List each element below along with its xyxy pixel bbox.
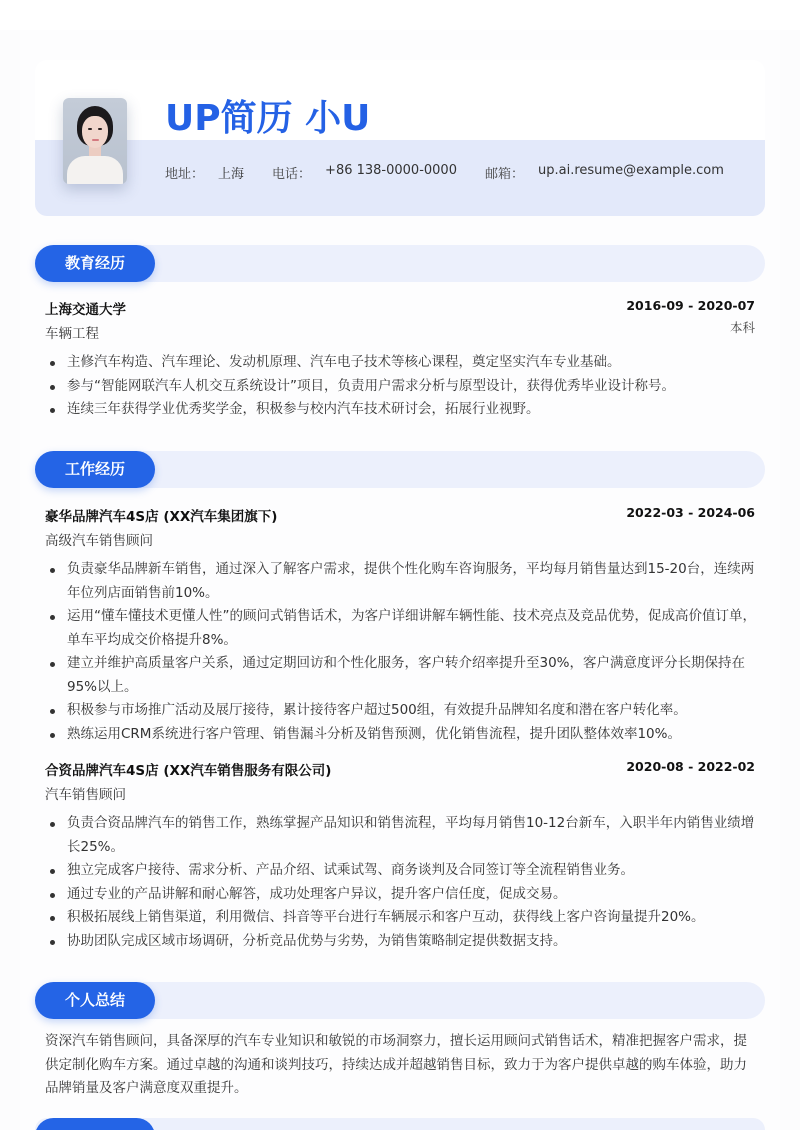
list-item: 积极参与市场推广活动及展厅接待，累计接待客户超过500组，有效提升品牌知名度和潜在客户转化率。 <box>45 699 757 723</box>
degree: 本科 <box>729 320 755 335</box>
photo-face <box>82 116 108 148</box>
section-header-education <box>35 245 765 282</box>
education-bullets <box>45 351 757 422</box>
list-item: 独立完成客户接待、需求分析、产品介绍、试乘试驾、商务谈判及合同签订等全流程销售业务。 <box>45 859 757 883</box>
list-item: 负责豪华品牌新车销售，通过深入了解客户需求，提供个性化购车咨询服务，平均每月销售量达到15-20台，连续两年位列店面销售前10%。 <box>45 558 757 605</box>
page-top-margin <box>0 0 800 30</box>
section-header-next-clipped <box>35 1118 765 1130</box>
list-item: 主修汽车构造、汽车理论、发动机原理、汽车电子技术等核心课程，奠定坚实汽车专业基础。 <box>45 351 757 375</box>
major: 车辆工程 <box>45 326 99 342</box>
contact-label: 地址： <box>165 167 205 182</box>
list-item: 建立并维护高质量客户关系，通过定期回访和个性化服务，客户转介绍率提升至30%，客户满意度评分长期保持在95%以上。 <box>45 652 757 699</box>
list-item: 运用“懂车懂技术更懂人性”的顾问式销售话术，为客户详细讲解车辆性能、技术亮点及竞品优势，促成高价值订单，单车平均成交价格提升8%。 <box>45 605 757 652</box>
photo-mouth <box>92 139 99 141</box>
list-item: 参与“智能网联汽车人机交互系统设计”项目，负责用户需求分析与原型设计，获得优秀毕业设计称号。 <box>45 375 757 399</box>
entry-date: 2022-03 - 2024-06 <box>626 505 755 520</box>
contact-email <box>485 163 724 182</box>
school-name: 上海交通大学 <box>45 302 126 318</box>
work-bullets <box>45 812 757 953</box>
list-item: 负责合资品牌汽车的销售工作，熟练掌握产品知识和销售流程，平均每月销售10-12台新车，入职半年内销售业绩增长25%。 <box>45 812 757 859</box>
summary-text: 资深汽车销售顾问，具备深厚的汽车专业知识和敏锐的市场洞察力，擅长运用顾问式销售话术，精准把握客户需求，提供定制化购车方案。通过卓越的沟通和谈判技巧，持续达成并超越销售目标，致力于为客户提供卓越的购车体验，助力品牌销量及客户满意度双重提升。 <box>45 1033 747 1096</box>
company-name: 豪华品牌汽车4S店 (XX汽车集团旗下) <box>45 509 278 525</box>
contact-info <box>165 163 752 182</box>
section-pill-clipped <box>35 1118 155 1130</box>
list-item: 通过专业的产品讲解和耐心解答，成功处理客户异议，提升客户信任度，促成交易。 <box>45 883 757 907</box>
company-name: 合资品牌汽车4S店 (XX汽车销售服务有限公司) <box>45 763 332 779</box>
education-entry-head <box>45 298 755 320</box>
section-title: 教育经历 <box>35 245 155 282</box>
list-item: 协助团队完成区域市场调研，分析竞品优势与劣势，为销售策略制定提供数据支持。 <box>45 930 757 954</box>
photo-shirt <box>67 156 123 184</box>
contact-label: 电话： <box>272 167 312 182</box>
list-item: 连续三年获得学业优秀奖学金，积极参与校内汽车技术研讨会，拓展行业视野。 <box>45 398 757 422</box>
job-role: 汽车销售顾问 <box>45 787 126 803</box>
list-item: 熟练运用CRM系统进行客户管理、销售漏斗分析及销售预测，优化销售流程，提升团队整体效率10%。 <box>45 723 757 747</box>
section-header-summary <box>35 982 765 1019</box>
work-entry-head <box>45 505 755 527</box>
header-top-area <box>35 60 765 140</box>
contact-value: up.ai.resume@example.com <box>538 163 724 178</box>
work-entry-head <box>45 759 755 781</box>
section-title: 工作经历 <box>35 451 155 488</box>
entry-date: 2020-08 - 2022-02 <box>626 759 755 774</box>
contact-value: +86 138-0000-0000 <box>325 163 457 178</box>
contact-value: 上海 <box>218 167 245 182</box>
photo-eye <box>88 128 92 130</box>
profile-photo <box>63 98 127 184</box>
list-item: 积极拓展线上销售渠道，利用微信、抖音等平台进行车辆展示和客户互动，获得线上客户咨询量提升20%。 <box>45 906 757 930</box>
contact-phone <box>272 163 457 182</box>
section-title: 个人总结 <box>35 982 155 1019</box>
section-header-work <box>35 451 765 488</box>
candidate-name: UP简历 小U <box>165 98 371 139</box>
resume-header <box>35 60 765 216</box>
contact-address <box>165 163 244 182</box>
job-role: 高级汽车销售顾问 <box>45 533 153 549</box>
contact-label: 邮箱： <box>484 167 524 182</box>
photo-eye <box>98 128 102 130</box>
entry-date: 2016-09 - 2020-07 <box>626 298 755 313</box>
work-bullets <box>45 558 757 746</box>
